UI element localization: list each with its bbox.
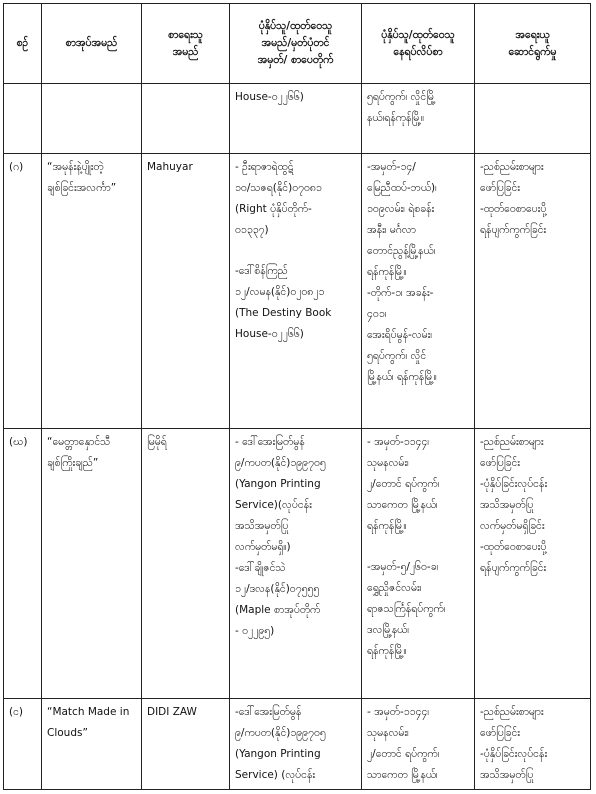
publisher-entry: - ဦးရာဇာရဲထွဋ် ၁၀/သဇရ(နိုင်)၀၇၀၈၁ (Right ပုံနှိပ်တိုက်- ၀၁၃၃၇) xyxy=(235,161,322,236)
header-publisher: ပုံနှိပ်သူ/ထုတ်ဝေသူ အမည်/မှတ်ပုံတင် အမှတ်/ စာပေတိုက် xyxy=(230,4,362,84)
row-action xyxy=(475,84,591,154)
row-publisher xyxy=(230,699,362,790)
row-author: Mahuyar xyxy=(142,154,230,429)
publisher-entry: -ဒေါ်အေးမြတ်မွန် ၉/ကပတ(နိုင်)၁၉၉၇၀၅ (Yangon Printing Service) (လုပ်ငန်း xyxy=(235,706,326,781)
records-table xyxy=(3,3,591,790)
row-action: -ညစ်ညမ်းစာများ ဖော်ပြခြင်း -ပုံနှိပ်ခြင်းလုပ်ငန်း အသိအမှတ်ပြု xyxy=(475,699,591,790)
row-book-title: “အမုန်းနဲ့ပျိုးတဲ့ ချစ်ခြင်းအလင်္ကာ” xyxy=(42,154,142,429)
table-row xyxy=(4,154,591,429)
address-entry: -အမှတ်-၅/၂၆၀-ခ၊ ရွှေညှိုဇင်လမ်း၊ ရာဇသင်္ကြန်ရပ်ကွက်၊ ဒလမြို့နယ်၊ ရန်ကုန်မြို့။ xyxy=(367,561,446,657)
table-row xyxy=(4,84,591,154)
header-book-title: စာအုပ်အမည် xyxy=(42,4,142,84)
address-entry: - အမှတ်-၁၁၄၄၊ သုမနလမ်း၊ ၂/တောင် ရပ်ကွက်၊ သာကေတ မြို့နယ်၊ xyxy=(367,706,440,781)
publisher-entry: - ဒေါ်အေးမြတ်မွန် ၉/ကပတ(နိုင်)၁၉၉၇၀၅ (Yangon Printing Service)(လုပ်ငန်း အသိအမှတ်ပြု လက်မှတ်မရှိ။) xyxy=(235,436,326,553)
header-author: စာရေးသူ အမည် xyxy=(142,4,230,84)
row-action: -ညစ်ညမ်းစာများ ဖော်ပြခြင်း -ပုံနှိပ်ခြင်းလုပ်ငန်း အသိအမှတ်ပြု လက်မှတ်မရှိခြင်း -ထုတ်ဝေစာပေးပို့ ရန်ပျက်ကွက်ခြင်း xyxy=(475,429,591,699)
row-address xyxy=(362,429,475,699)
header-no: စဉ် xyxy=(4,4,42,84)
row-no: (ဃ) xyxy=(4,429,42,699)
address-entry: - အမှတ်-၁၁၄၄၊ သုမနလမ်း၊ ၂/တောင် ရပ်ကွက်၊ သာကေတ မြို့နယ်၊ ရန်ကုန်မြို့။ xyxy=(367,436,440,532)
address-entry: ၅ရပ်ကွက်၊ လှိုင်မြို့ နယ်၊ရန်ကုန်မြို့။ xyxy=(367,91,436,124)
header-address: ပုံနှိပ်သူ/ထုတ်ဝေသူ နေရပ်လိပ်စာ xyxy=(362,4,475,84)
row-book-title: “မေတ္တာနှောင်သီ ချစ်ကြိုးချည်” xyxy=(42,429,142,699)
row-publisher xyxy=(230,154,362,429)
header-row xyxy=(4,4,591,84)
address-entry: -အမှတ်-၁၄/ မြေညီထပ်-ဘယ်)၊ ၁၀၉လမ်း၊ ရဲစခန်း အနီး၊ မင်္ဂလာ တောင်ညွန့်မြို့နယ်၊ ရန်ကုန်မြို့။ xyxy=(367,161,437,278)
table-row xyxy=(4,699,591,790)
table-row xyxy=(4,429,591,699)
row-author xyxy=(142,84,230,154)
row-no: (ဂ) xyxy=(4,154,42,429)
publisher-entry: -ဒေါ်ချိုဇင်သဲ ၁၂/ဒလန(နိုင်)၀၇၅၅၅ (Maple စာအုပ်တိုက် - ၀၂၂၉၅) xyxy=(235,562,321,637)
row-address xyxy=(362,699,475,790)
row-author: DIDI ZAW xyxy=(142,699,230,790)
row-address xyxy=(362,84,475,154)
row-publisher xyxy=(230,429,362,699)
row-book-title xyxy=(42,84,142,154)
publisher-entry: -ဒေါ်စိန်ကြည် ၁၂/လမန(နိုင်)၀၂၀၈၂၁ (The Destiny Book House-၀၂၂၆၆) xyxy=(235,265,332,340)
row-action: -ညစ်ညမ်းစာများ ဖော်ပြခြင်း -ထုတ်ဝေစာပေးပို့ ရန်ပျက်ကွက်ခြင်း xyxy=(475,154,591,429)
row-address xyxy=(362,154,475,429)
publisher-entry: House-၀၂၂၆၆) xyxy=(235,91,304,103)
row-no: (င) xyxy=(4,699,42,790)
row-publisher xyxy=(230,84,362,154)
row-book-title: “Match Made in Clouds” xyxy=(42,699,142,790)
header-action: အရေးယူ ဆောင်ရွက်မှု xyxy=(475,4,591,84)
row-no xyxy=(4,84,42,154)
row-author: မြမိုရ် xyxy=(142,429,230,699)
address-entry: -တိုက်-၁၊ အခန်း- ၄၀၁၊ အေးရိပ်မွန်-လမ်း၊ ၅ရပ်ကွက်၊ လှိုင် မြို့နယ်၊ ရန်ကုန်မြို့။ xyxy=(367,287,437,383)
